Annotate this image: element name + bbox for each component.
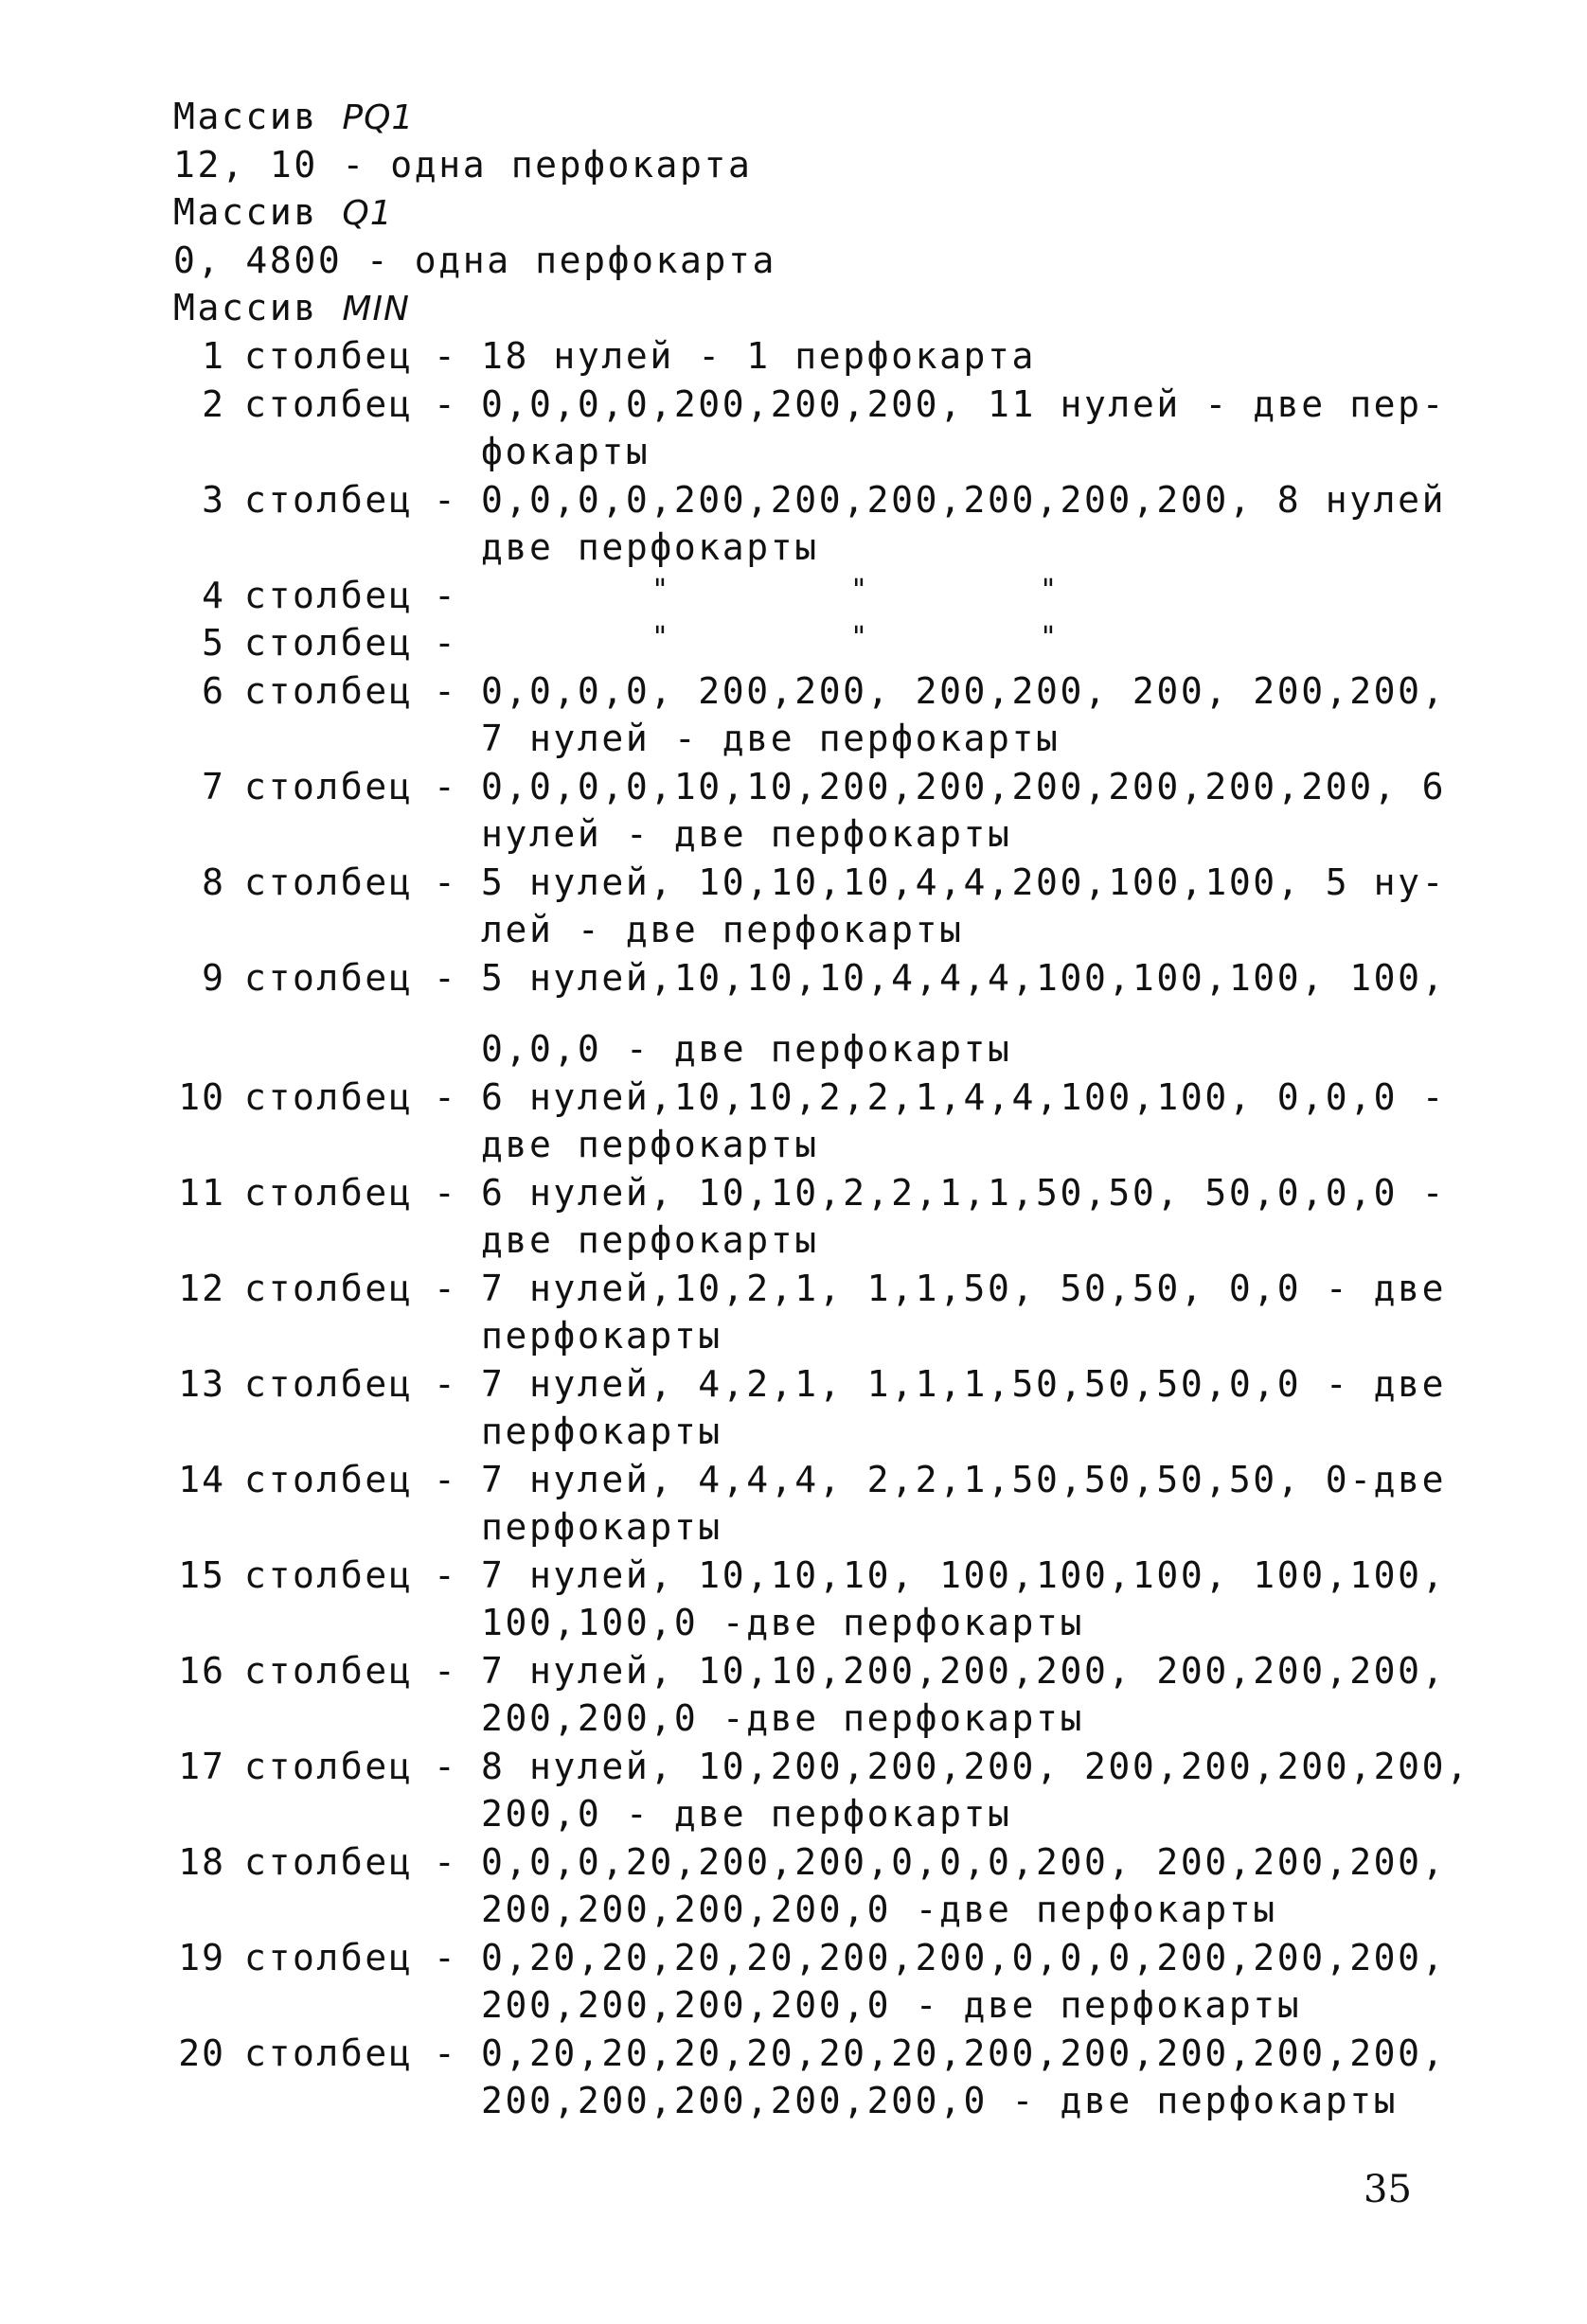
- column-label: столбец: [244, 765, 414, 807]
- column-values: [481, 1169, 1447, 1265]
- array-heading: [173, 93, 776, 141]
- column-values: [481, 1647, 1447, 1743]
- value-line: 7 нулей, 10,10,10, 100,100,100, 100,100,: [481, 1553, 1447, 1596]
- value-line: 0,20,20,20,20,20,20,200,200,200,200,200,: [481, 2031, 1447, 2074]
- column-values: [481, 763, 1447, 859]
- value-line: две перфокарты: [481, 1124, 819, 1165]
- value-line: 0,0,0,20,200,200,0,0,0,200, 200,200,200,: [481, 1840, 1447, 1883]
- column-label: столбец: [244, 478, 414, 521]
- column-label: столбец: [244, 860, 414, 903]
- value-line: 18 нулей - 1 перфокарта: [481, 335, 1036, 377]
- column-entry: [0, 619, 1587, 667]
- array-label: Массив: [173, 96, 318, 137]
- column-dash: -: [434, 1075, 455, 1118]
- value-line: фокарты: [481, 431, 651, 472]
- value-line: лей - две перфокарты: [481, 909, 964, 950]
- column-dash: -: [434, 956, 455, 999]
- column-label: столбец: [244, 1553, 414, 1596]
- array-name: Q1: [342, 194, 393, 233]
- column-entry: [0, 572, 1587, 620]
- array-label: Массив: [173, 287, 318, 328]
- array-heading: [173, 284, 776, 332]
- value-line: 7 нулей - две перфокарты: [481, 718, 1061, 759]
- column-number: 17: [178, 1745, 225, 1787]
- ditto-marks: [481, 572, 1437, 620]
- column-entry: [0, 1360, 1587, 1456]
- column-values: [481, 2030, 1447, 2125]
- column-values: [481, 1360, 1447, 1456]
- value-line: 200,0 - две перфокарты: [481, 1793, 1012, 1835]
- column-entry: [0, 332, 1587, 381]
- value-line: 200,200,0 -две перфокарты: [481, 1697, 1084, 1739]
- column-number: 10: [178, 1075, 225, 1118]
- column-entry: [0, 1265, 1587, 1360]
- column-dash: -: [434, 574, 455, 616]
- value-line: 200,200,200,200,0 - две перфокарты: [481, 1984, 1302, 2026]
- column-label: столбец: [244, 1362, 414, 1405]
- value-line: 0,0,0,0,200,200,200,200,200,200, 8 нулей: [481, 478, 1447, 521]
- column-values: [481, 476, 1447, 572]
- value-line: 0,0,0,0,200,200,200, 11 нулей - две пер-: [481, 382, 1447, 425]
- column-entry: [0, 476, 1587, 572]
- value-line: 6 нулей, 10,10,2,2,1,1,50,50, 50,0,0,0 -: [481, 1171, 1447, 1214]
- column-number: 1: [202, 335, 225, 377]
- column-dash: -: [434, 478, 455, 521]
- value-line: 5 нулей, 10,10,10,4,4,200,100,100, 5 ну-: [481, 860, 1447, 903]
- column-number: 15: [178, 1553, 225, 1596]
- column-values: [481, 1456, 1447, 1552]
- column-dash: -: [434, 622, 455, 664]
- column-values: [481, 1838, 1447, 1934]
- column-values: [481, 332, 1437, 381]
- column-dash: -: [434, 1171, 455, 1214]
- column-values: [481, 859, 1447, 954]
- column-label: столбец: [244, 1458, 414, 1500]
- column-values: [481, 667, 1447, 763]
- ditto-mark: ": [651, 573, 669, 607]
- value-line: 0,20,20,20,20,200,200,0,0,0,200,200,200,: [481, 1936, 1447, 1978]
- array-values: 0, 4800 - одна перфокарта: [173, 239, 776, 281]
- column-label: столбец: [244, 622, 414, 664]
- column-label: столбец: [244, 1171, 414, 1214]
- array-label: Массив: [173, 191, 318, 233]
- column-label: столбец: [244, 1075, 414, 1118]
- value-line: 8 нулей, 10,200,200,200, 200,200,200,200,: [481, 1745, 1471, 1787]
- value-line: 0,0,0,0, 200,200, 200,200, 200, 200,200,: [481, 669, 1447, 712]
- ditto-mark: ": [850, 573, 868, 607]
- column-entry: [0, 859, 1587, 954]
- column-label: столбец: [244, 335, 414, 377]
- column-label: столбец: [244, 1267, 414, 1309]
- value-line: две перфокарты: [481, 526, 819, 568]
- column-dash: -: [434, 1649, 455, 1692]
- column-label: столбец: [244, 382, 414, 425]
- column-entry: [0, 2030, 1587, 2125]
- column-label: столбец: [244, 1649, 414, 1692]
- column-entry: [0, 954, 1587, 1073]
- page-number: 35: [1364, 2168, 1412, 2211]
- column-dash: -: [434, 669, 455, 712]
- column-dash: -: [434, 382, 455, 425]
- column-number: 18: [178, 1840, 225, 1883]
- column-entry: [0, 1647, 1587, 1743]
- value-line: 200,200,200,200,0 -две перфокарты: [481, 1889, 1277, 1930]
- array-heading: [173, 188, 776, 237]
- column-number: 8: [202, 860, 225, 903]
- column-number: 9: [202, 956, 225, 999]
- value-line: перфокарты: [481, 1506, 722, 1548]
- value-line: 6 нулей,10,10,2,2,1,4,4,100,100, 0,0,0 -: [481, 1075, 1447, 1118]
- value-line: перфокарты: [481, 1410, 722, 1452]
- column-dash: -: [434, 1840, 455, 1883]
- value-line: 7 нулей, 4,4,4, 2,2,1,50,50,50,50, 0-две: [481, 1458, 1447, 1500]
- ditto-mark: ": [651, 621, 669, 654]
- column-label: столбец: [244, 1936, 414, 1978]
- array-values: 12, 10 - одна перфокарта: [173, 143, 753, 186]
- value-line: 200,200,200,200,200,0 - две перфокарты: [481, 2080, 1399, 2121]
- ditto-marks: [481, 619, 1437, 667]
- column-dash: -: [434, 765, 455, 807]
- column-entry: [0, 763, 1587, 859]
- column-entry: [0, 1934, 1587, 2030]
- column-label: столбец: [244, 669, 414, 712]
- ditto-mark: ": [1040, 621, 1058, 654]
- column-dash: -: [434, 2031, 455, 2074]
- column-dash: -: [434, 1458, 455, 1500]
- column-number: 2: [202, 382, 225, 425]
- column-entry: [0, 1838, 1587, 1934]
- column-entry: [0, 667, 1587, 763]
- column-dash: -: [434, 1936, 455, 1978]
- column-number: 7: [202, 765, 225, 807]
- value-line: 7 нулей, 4,2,1, 1,1,1,50,50,50,0,0 - две: [481, 1362, 1447, 1405]
- array-name: PQ1: [342, 98, 415, 137]
- ditto-mark: ": [850, 621, 868, 654]
- value-line: нулей - две перфокарты: [481, 813, 1012, 855]
- column-label: столбец: [244, 1745, 414, 1787]
- column-dash: -: [434, 1745, 455, 1787]
- column-number: 16: [178, 1649, 225, 1692]
- array-name: MIN: [342, 290, 410, 328]
- column-dash: -: [434, 1267, 455, 1309]
- column-number: 14: [178, 1458, 225, 1500]
- column-dash: -: [434, 335, 455, 377]
- value-line: [481, 1002, 1437, 1025]
- column-number: 13: [178, 1362, 225, 1405]
- column-entry: [0, 1743, 1587, 1838]
- intro-block: [173, 93, 776, 332]
- column-entry: [0, 1169, 1587, 1265]
- value-line: 0,0,0,0,10,10,200,200,200,200,200,200, 6: [481, 765, 1447, 807]
- column-entry: [0, 1552, 1587, 1647]
- column-number: 20: [178, 2031, 225, 2074]
- column-dash: -: [434, 1362, 455, 1405]
- value-line: перфокарты: [481, 1315, 722, 1357]
- column-values: [481, 1934, 1447, 2030]
- column-values: [481, 1265, 1447, 1360]
- column-number: 19: [178, 1936, 225, 1978]
- value-line: 7 нулей, 10,10,200,200,200, 200,200,200,: [481, 1649, 1447, 1692]
- column-entry: [0, 381, 1587, 476]
- column-number: 3: [202, 478, 225, 521]
- column-label: столбец: [244, 2031, 414, 2074]
- column-values: [481, 954, 1447, 1073]
- column-values: [481, 619, 1437, 667]
- column-label: столбец: [244, 956, 414, 999]
- column-label: столбец: [244, 1840, 414, 1883]
- column-number: 12: [178, 1267, 225, 1309]
- column-dash: -: [434, 1553, 455, 1596]
- column-values: [481, 1743, 1471, 1838]
- value-line: 5 нулей,10,10,10,4,4,4,100,100,100, 100,: [481, 956, 1447, 999]
- column-values: [481, 572, 1437, 620]
- column-values: [481, 1073, 1447, 1169]
- column-values: [481, 1552, 1447, 1647]
- column-label: столбец: [244, 574, 414, 616]
- value-line: 100,100,0 -две перфокарты: [481, 1602, 1084, 1643]
- column-number: 4: [202, 574, 225, 616]
- ditto-mark: ": [1040, 573, 1058, 607]
- value-line: 7 нулей,10,2,1, 1,1,50, 50,50, 0,0 - две: [481, 1267, 1447, 1309]
- column-number: 6: [202, 669, 225, 712]
- value-line: 0,0,0 - две перфокарты: [481, 1028, 1012, 1070]
- column-dash: -: [434, 860, 455, 903]
- column-number: 11: [178, 1171, 225, 1214]
- column-number: 5: [202, 622, 225, 664]
- column-list: [0, 332, 1587, 2125]
- column-entry: [0, 1073, 1587, 1169]
- value-line: две перфокарты: [481, 1219, 819, 1261]
- column-values: [481, 381, 1447, 476]
- column-entry: [0, 1456, 1587, 1552]
